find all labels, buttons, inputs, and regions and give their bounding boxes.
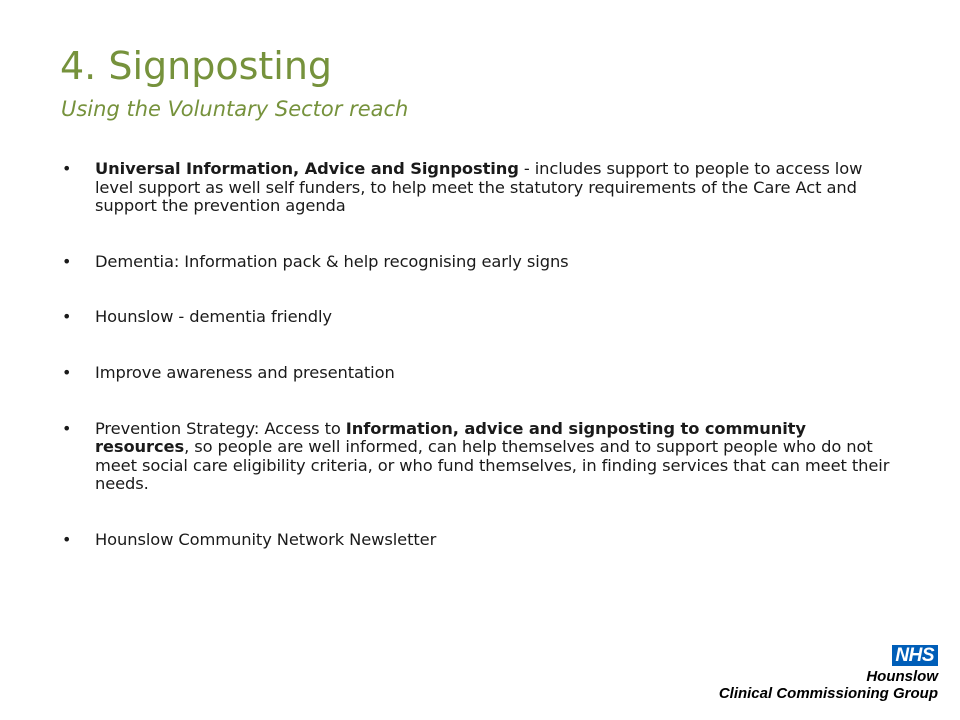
- bullet-item-dementia: [60, 253, 900, 272]
- bullet-bold-text: Information, advice and signposting to community resources: [95, 418, 806, 457]
- bullet-text: Dementia: Information pack & help recognising early signs: [95, 251, 569, 271]
- bullet-bold-text: Universal Information, Advice and Signposting: [95, 159, 519, 178]
- bullet-item-dementia-friendly: [60, 308, 900, 327]
- bullet-item-awareness: [60, 364, 900, 383]
- bullet-text: Improve awareness and presentation: [95, 362, 395, 382]
- slide-subtitle: Using the Voluntary Sector reach: [61, 97, 409, 121]
- bullet-item-universal-information: [60, 160, 900, 216]
- bullet-text: , so people are well informed, can help themselves and to support people who do not meet social care eligibility criteria, or who fund themselves, in finding services that can meet their needs.: [95, 437, 890, 494]
- nhs-badge: NHS: [892, 645, 938, 666]
- bullet-prefix-text: Prevention Strategy: Access to: [95, 418, 346, 438]
- logo-org-type: Clinical Commissioning Group: [718, 685, 938, 702]
- bullet-text: - includes support to people to access low level support as well self funders, to help meet the statutory requirements of the Care Act and support the prevention agenda: [95, 159, 863, 216]
- bullet-list: [60, 160, 900, 587]
- logo-org-name: Hounslow: [866, 668, 938, 685]
- bullet-item-prevention-strategy: [60, 420, 900, 494]
- bullet-text: Hounslow Community Network Newsletter: [95, 529, 437, 549]
- bullet-item-newsletter: [60, 531, 900, 550]
- slide-title: 4. Signposting: [60, 44, 333, 88]
- bullet-text: Hounslow - dementia friendly: [95, 307, 332, 327]
- nhs-hounslow-logo: [719, 645, 938, 702]
